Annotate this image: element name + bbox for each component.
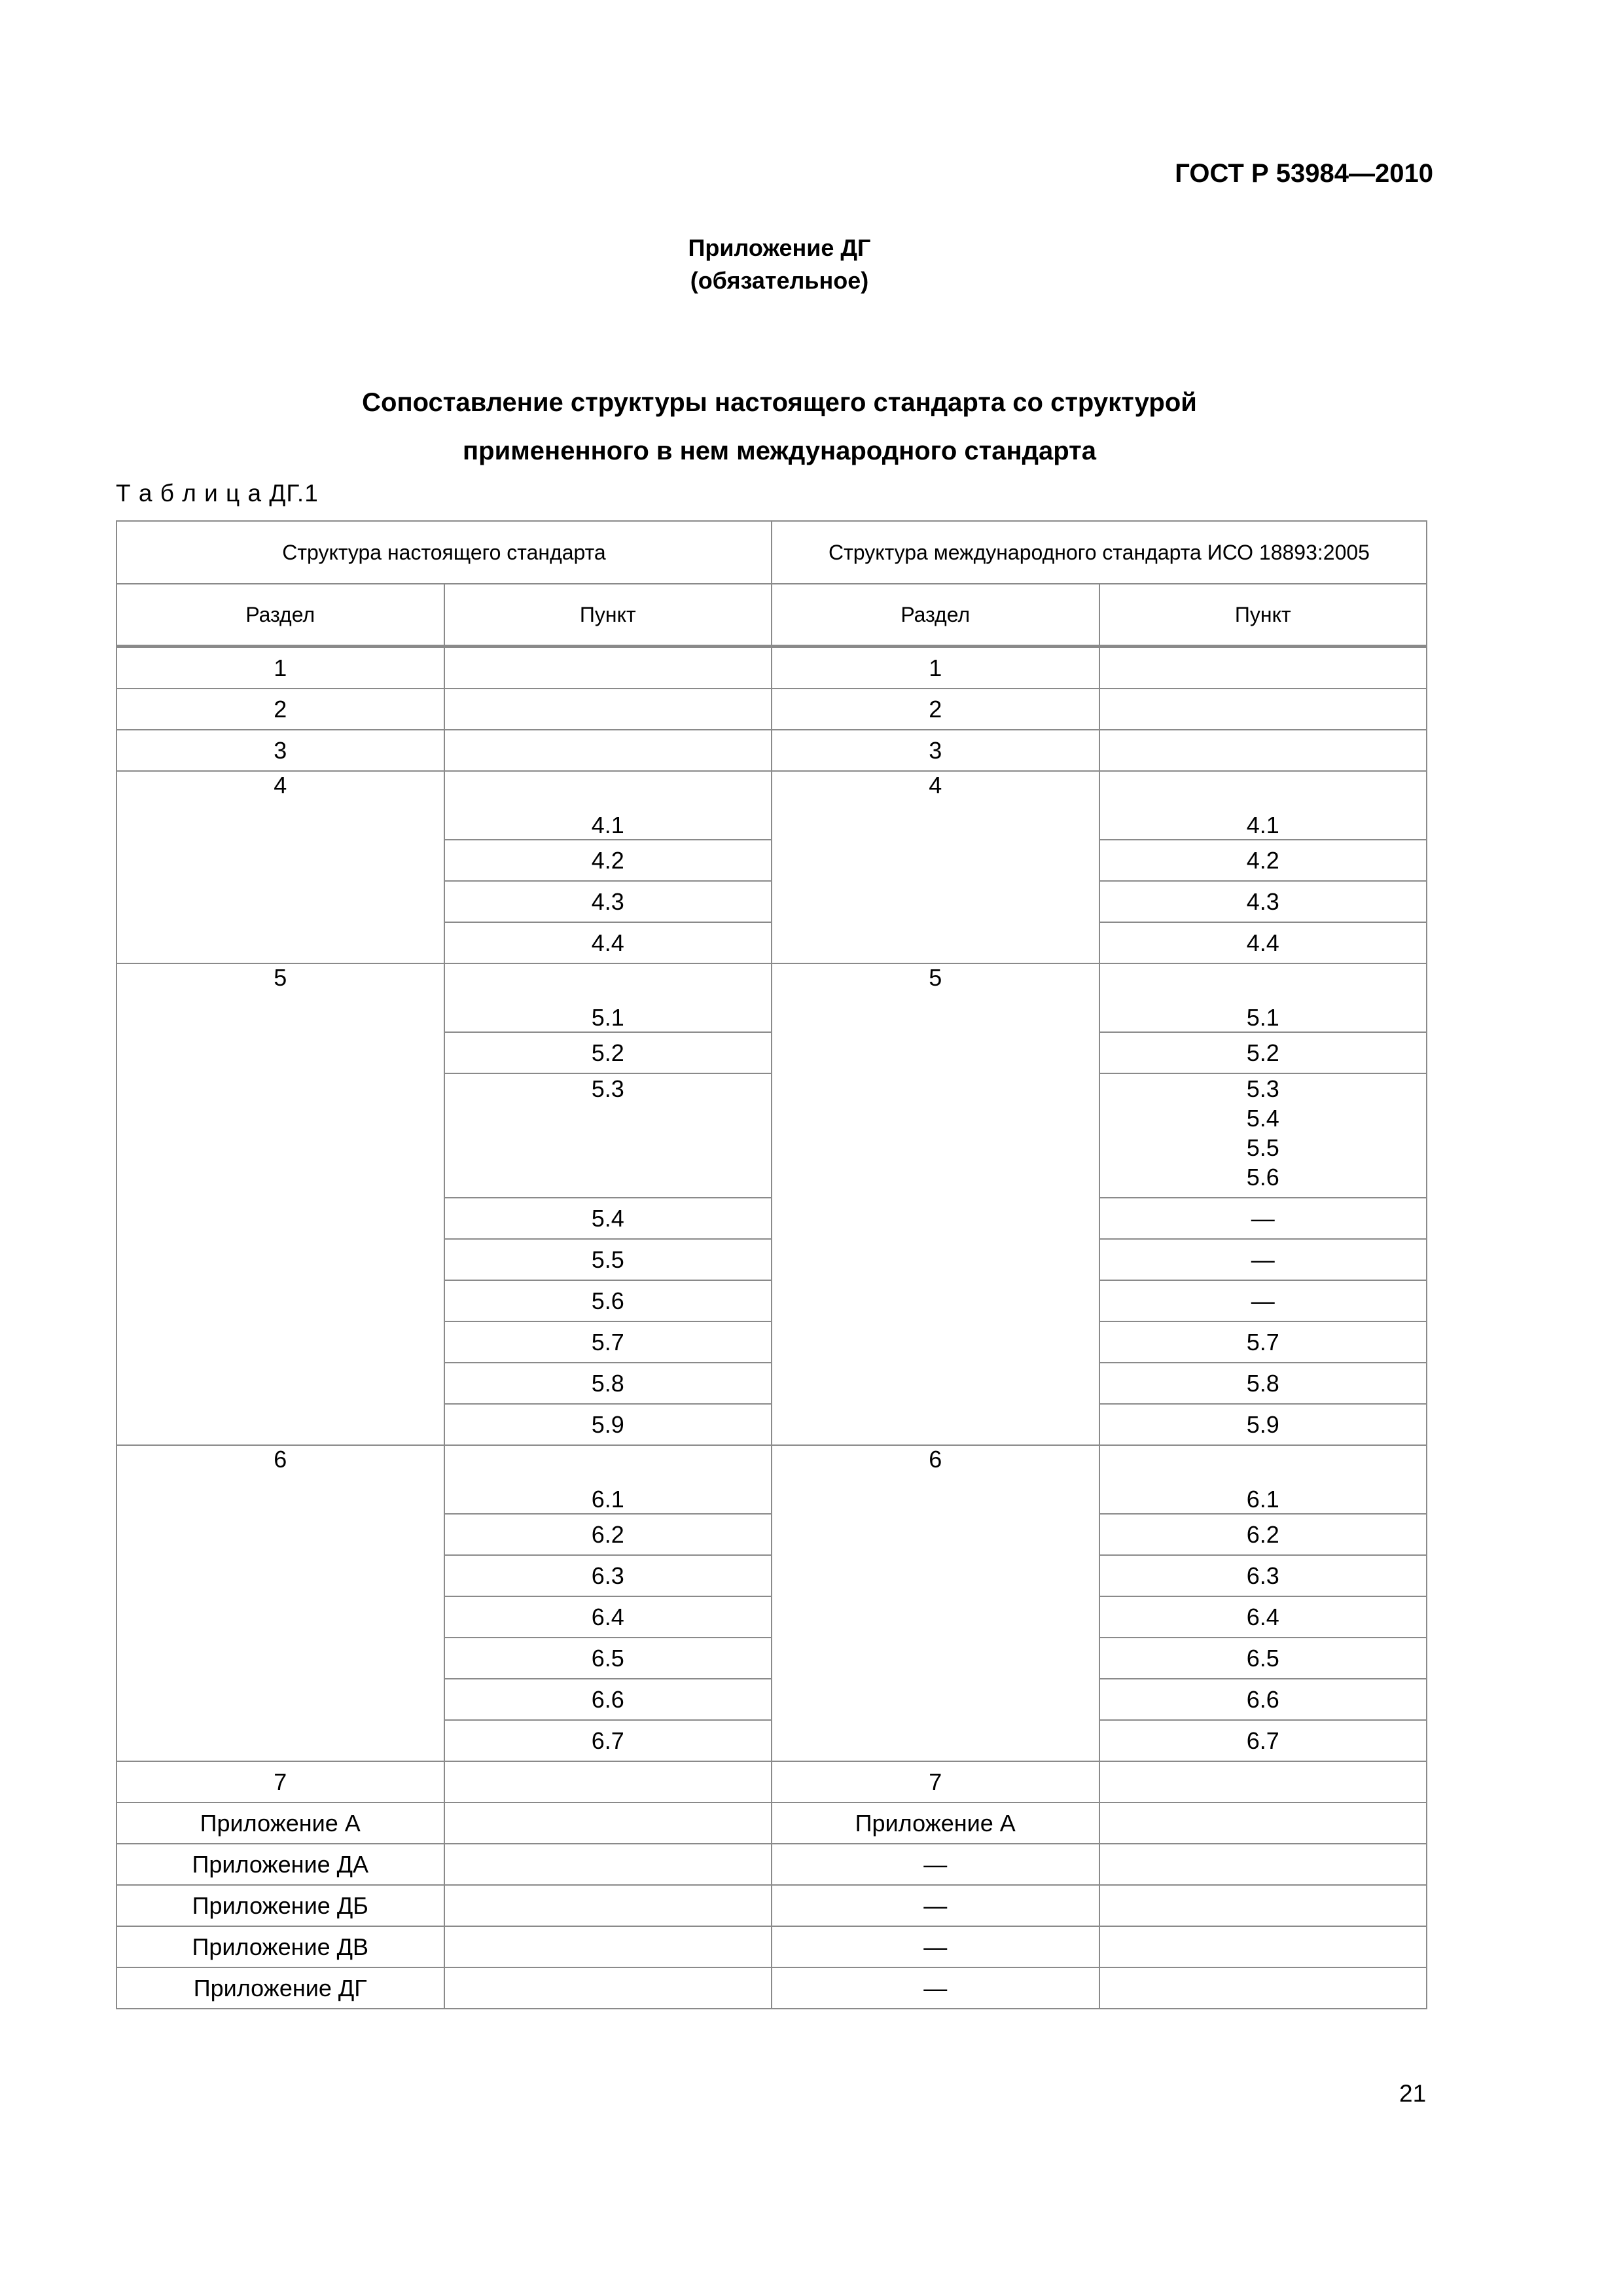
cell-iso-item: 6.4 <box>1099 1596 1427 1638</box>
cell-iso-item: — <box>1099 1280 1427 1321</box>
cell-iso-item <box>1099 647 1427 689</box>
cell-item: 5.1 <box>444 963 772 1032</box>
cell-iso-item: — <box>1099 1239 1427 1280</box>
table-row <box>116 1926 1427 1967</box>
cell-item: 5.9 <box>444 1404 772 1445</box>
cell-section: Приложение ДБ <box>116 1885 444 1926</box>
cell-iso-section: Приложение А <box>772 1803 1099 1844</box>
cell-section: 3 <box>116 730 444 771</box>
cell-item: 4.3 <box>444 881 772 922</box>
cell-iso-item <box>1099 1803 1427 1844</box>
table-row <box>116 1844 1427 1885</box>
cell-item: 5.5 <box>444 1239 772 1280</box>
table-row <box>116 1967 1427 2009</box>
cell-item: 6.4 <box>444 1596 772 1638</box>
cell-item: 6.3 <box>444 1555 772 1596</box>
document-code: ГОСТ Р 53984—2010 <box>1175 159 1433 188</box>
cell-iso-item: 6.3 <box>1099 1555 1427 1596</box>
structure-comparison-table <box>116 520 1427 2009</box>
cell-iso-item: — <box>1099 1198 1427 1239</box>
cell-iso-item: 5.8 <box>1099 1363 1427 1404</box>
table-row <box>116 1445 1427 1514</box>
cell-iso-item: 6.7 <box>1099 1720 1427 1761</box>
cell-item <box>444 730 772 771</box>
table-row <box>116 730 1427 771</box>
table-row <box>116 1885 1427 1926</box>
cell-item: 4.1 <box>444 771 772 840</box>
cell-item <box>444 1761 772 1803</box>
cell-iso-item: 5.1 <box>1099 963 1427 1032</box>
cell-item: 6.1 <box>444 1445 772 1514</box>
iso-item-line: 5.3 <box>1246 1075 1279 1102</box>
cell-item <box>444 647 772 689</box>
cell-iso-item <box>1099 1844 1427 1885</box>
cell-section: 5 <box>116 963 444 1445</box>
iso-item-line: 5.5 <box>1246 1134 1279 1161</box>
subheader-section-left: Раздел <box>116 584 444 647</box>
cell-section: 2 <box>116 689 444 730</box>
cell-iso-section: 3 <box>772 730 1099 771</box>
cell-iso-item: 5.2 <box>1099 1032 1427 1073</box>
cell-iso-section: — <box>772 1926 1099 1967</box>
subheader-item-right: Пункт <box>1099 584 1427 647</box>
title-line-2: примененного в нем международного стандарта <box>463 437 1096 465</box>
cell-section: Приложение ДА <box>116 1844 444 1885</box>
subheader-section-right: Раздел <box>772 584 1099 647</box>
cell-item: 4.2 <box>444 840 772 881</box>
document-title <box>0 378 1559 475</box>
cell-item: 6.5 <box>444 1638 772 1679</box>
cell-iso-item: 6.1 <box>1099 1445 1427 1514</box>
cell-section: Приложение ДГ <box>116 1967 444 2009</box>
cell-iso-section: — <box>772 1967 1099 2009</box>
cell-item <box>444 1803 772 1844</box>
cell-section: 4 <box>116 771 444 963</box>
cell-iso-section: 6 <box>772 1445 1099 1761</box>
page-number: 21 <box>1399 2080 1427 2107</box>
cell-iso-item: 6.2 <box>1099 1514 1427 1555</box>
cell-item: 5.8 <box>444 1363 772 1404</box>
cell-iso-section: 5 <box>772 963 1099 1445</box>
cell-section: Приложение А <box>116 1803 444 1844</box>
cell-item: 6.2 <box>444 1514 772 1555</box>
cell-item: 5.3 <box>444 1073 772 1198</box>
table-row <box>116 647 1427 689</box>
table-row <box>116 1761 1427 1803</box>
cell-item: 6.6 <box>444 1679 772 1720</box>
cell-iso-item <box>1099 730 1427 771</box>
cell-iso-item: 4.1 <box>1099 771 1427 840</box>
cell-item <box>444 689 772 730</box>
table-subheader-row <box>116 584 1427 647</box>
table-caption: Т а б л и ц а ДГ.1 <box>116 480 319 507</box>
iso-item-line: 5.4 <box>1246 1105 1279 1132</box>
cell-iso-item: 4.3 <box>1099 881 1427 922</box>
cell-iso-section: 1 <box>772 647 1099 689</box>
cell-item: 5.7 <box>444 1321 772 1363</box>
table-header-row <box>116 521 1427 584</box>
cell-iso-item: 4.2 <box>1099 840 1427 881</box>
cell-iso-item: 6.5 <box>1099 1638 1427 1679</box>
cell-iso-item <box>1099 1885 1427 1926</box>
cell-section: 1 <box>116 647 444 689</box>
cell-item <box>444 1885 772 1926</box>
cell-item: 6.7 <box>444 1720 772 1761</box>
cell-iso-section: 2 <box>772 689 1099 730</box>
appendix-status: (обязательное) <box>690 267 869 294</box>
table-row <box>116 689 1427 730</box>
cell-iso-item <box>1099 1926 1427 1967</box>
cell-section: 6 <box>116 1445 444 1761</box>
cell-item: 5.6 <box>444 1280 772 1321</box>
appendix-title: Приложение ДГ <box>688 234 871 261</box>
cell-iso-item: 4.4 <box>1099 922 1427 963</box>
cell-iso-item <box>1099 689 1427 730</box>
cell-iso-section: — <box>772 1885 1099 1926</box>
table-row <box>116 1803 1427 1844</box>
cell-item: 5.4 <box>444 1198 772 1239</box>
cell-iso-item: 5.9 <box>1099 1404 1427 1445</box>
cell-iso-item-multi <box>1099 1073 1427 1198</box>
cell-iso-item <box>1099 1761 1427 1803</box>
cell-item <box>444 1926 772 1967</box>
cell-item: 5.2 <box>444 1032 772 1073</box>
cell-item <box>444 1844 772 1885</box>
header-this-standard: Структура настоящего стандарта <box>116 521 772 584</box>
cell-iso-section: 7 <box>772 1761 1099 1803</box>
table-row <box>116 963 1427 1032</box>
title-line-1: Сопоставление структуры настоящего стандарта со структурой <box>362 388 1197 417</box>
cell-iso-section: — <box>772 1844 1099 1885</box>
cell-section: Приложение ДВ <box>116 1926 444 1967</box>
cell-iso-item <box>1099 1967 1427 2009</box>
cell-iso-item: 5.7 <box>1099 1321 1427 1363</box>
subheader-item-left: Пункт <box>444 584 772 647</box>
appendix-heading <box>0 232 1559 297</box>
table-row <box>116 771 1427 840</box>
cell-iso-item: 6.6 <box>1099 1679 1427 1720</box>
cell-item <box>444 1967 772 2009</box>
cell-section: 7 <box>116 1761 444 1803</box>
header-international-standard: Структура международного стандарта ИСО 18893:2005 <box>772 521 1427 584</box>
cell-iso-section: 4 <box>772 771 1099 963</box>
cell-item: 4.4 <box>444 922 772 963</box>
iso-item-line: 5.6 <box>1246 1164 1279 1191</box>
